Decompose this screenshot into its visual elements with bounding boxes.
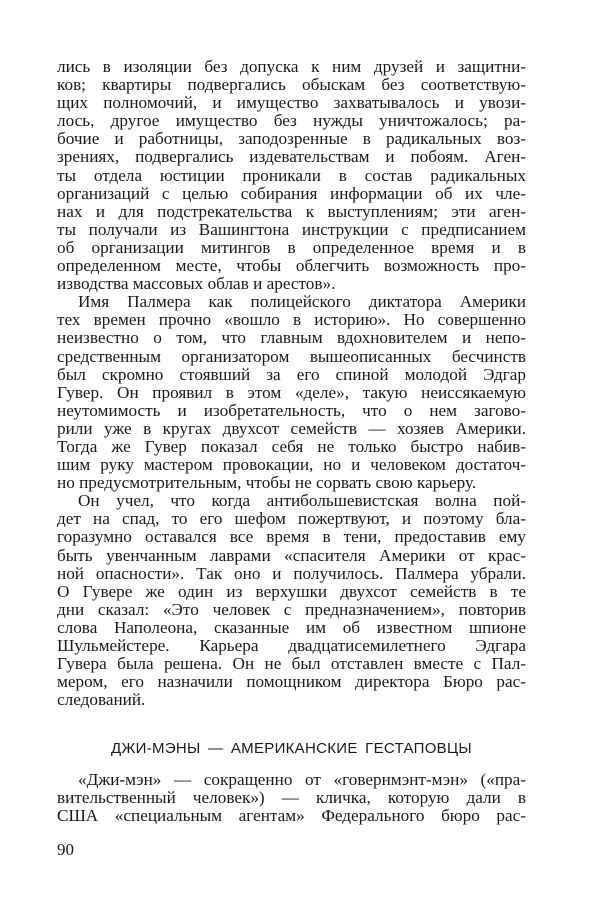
text-line: нах и для подстрекательства к выступлениям; эти аген- <box>57 201 526 221</box>
text-line: Шульмейстере. Карьера двадцатисемилетнего Эдгара <box>57 636 526 655</box>
text-line: щих полномочий, и имущество захватывалось и увози- <box>57 93 526 113</box>
text-line: Он учел, что когда антибольшевистская волна пой- <box>78 491 526 511</box>
text-line: США «специальным агентам» Федерального бюро рас- <box>57 806 526 826</box>
text-line: зрениях, подвергались издевательствам и побоям. Аген- <box>57 147 526 167</box>
text-line: О Гувере же один из верхушки двухсот семейств в те <box>57 581 526 601</box>
section-paragraph <box>57 771 526 825</box>
text-line: следований. <box>57 690 146 710</box>
text-line: Тогда же Гувер показал себя не только быстро набив- <box>57 436 526 456</box>
text-line: неизвестно о том, что главным вдохновителем и непо- <box>57 328 526 348</box>
text-line: организаций с целью собирания информации об их чле- <box>57 183 526 203</box>
text-line: «Джи-мэн» — сокращенно от «говернмэнт-мэн» («пра- <box>78 770 526 789</box>
text-line: дни сказал: «Это человек с предназначением», повторив <box>57 599 526 619</box>
text-line: был скромно стоявший за его спиной молодой Эдгар <box>57 364 526 384</box>
text-line: ты отдела юстиции проникали в состав радикальных <box>57 165 526 185</box>
text-line: Гувер. Он проявил в этом «деле», такую неиссякаемую <box>57 382 526 402</box>
text-line: ной опасности». Так оно и получилось. Палмера убрали. <box>57 563 526 583</box>
text-line: определенном месте, чтобы облегчить возможность про- <box>57 256 526 276</box>
text-line: средственным организатором вышеописанных бесчинств <box>57 346 526 366</box>
text-line: вительственный человек») — кличка, которую дали в <box>57 788 526 808</box>
section-heading: ДЖИ-МЭНЫ — АМЕРИКАНСКИЕ ГЕСТАПОВЦЫ <box>111 740 472 757</box>
text-line: мером, его назначили помощником директора Бюро рас- <box>57 672 526 692</box>
paragraph <box>57 58 526 293</box>
text-line: лись в изоляции без допуска к ним друзей и защитни- <box>57 57 526 76</box>
text-line: об организации митингов в определенное время и в <box>57 237 526 257</box>
text-line: изводства массовых облав и арестов». <box>57 274 336 294</box>
text-line: неутомимость и изобретательность, что о нем загово- <box>57 400 526 420</box>
text-line: слова Наполеона, сказанные им об известном шпионе <box>57 617 526 637</box>
text-line: тех времен прочно «вошло в историю». Но совершенно <box>57 310 526 330</box>
text-line: лось, другое имущество без нужды уничтожалось; ра- <box>57 111 526 131</box>
paragraph <box>57 293 526 492</box>
text-line: дет на спад, то его шефом пожертвуют, и поэтому бла- <box>57 509 526 529</box>
text-line: ты получали из Вашингтона инструкции с предписанием <box>57 219 526 239</box>
text-line: бочие и работницы, заподозренные в радикальных воз- <box>57 129 526 149</box>
text-line: рили уже в кругах двухсот семейств — хозяев Америки. <box>57 418 526 438</box>
paragraph <box>57 492 526 709</box>
page-number: 90 <box>57 840 74 859</box>
text-line: Имя Палмера как полицейского диктатора Америки <box>78 292 526 312</box>
text-line: быть увенчанным лаврами «спасителя Америки от крас- <box>57 545 526 565</box>
text-line: ков; квартиры подвергались обыскам без соответствую- <box>57 75 526 95</box>
body-text <box>57 58 526 709</box>
text-line: горазумно оставался все время в тени, предоставив ему <box>57 527 526 547</box>
text-line: Гувера была решена. Он не был отставлен вместе с Пал- <box>57 654 526 674</box>
text-line: шим руку мастером провокации, но и человеком достаточ- <box>57 455 526 475</box>
text-line: но предусмотрительным, чтобы не сорвать свою карьеру. <box>57 473 477 493</box>
